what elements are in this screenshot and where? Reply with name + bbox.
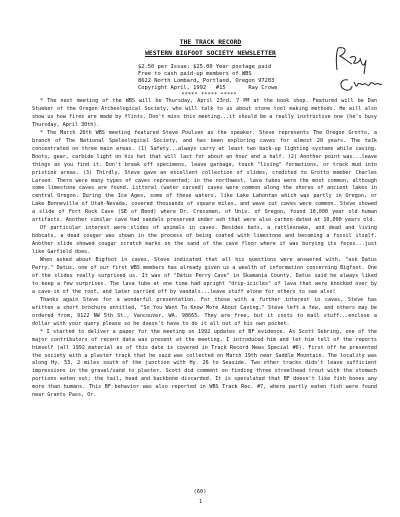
paragraph-datus-perry-cave: When asked about Bigfoot in caves, Steve indicated that all his questions were answered with, "ask Datus Perry." Datus, one of our first WBS members has already given us a wealth of information concerning Bigfoot. One of the slides really surprised us. It was of "Datus Perry Cave" in Skamania County. Datus said he always liked to keep a few surprises. The lava tube at one time had upright "drip-icicles" of lava that were knocked over by a cave-in of the roof, and later carried off by vandals...leave stuff alone for others to see also!: [32, 257, 377, 295]
subscription-stars: ***** ***** *****: [181, 92, 237, 99]
paragraph-meeting-announcement: * The next meeting of the WBS will be Thursday, April 23rd, 7 PM at the book shop. Featured will be Dan Stueber of the Oregon Archeological Society, who will talk to us about stone tool making methods. He will also show us how fires are made by flints. Don't miss this meeting...it should be a really instructive one (he's busy Thursday, April 30th).: [32, 98, 377, 128]
footer-mark: 1: [199, 499, 203, 505]
paragraph-march-meeting: * The March 26th WBS meeting featured Steve Poulsen as the speaker. Steve represents The Oregon Grotto, a branch of The National Speleological Society, and has been exploring caves for almost 20 years. The talk concentrated on three main areas. (1) Safety...always carry at least two back-up lighting systems while caving. Boots, gear, carbide light on his hat that will last for about an hour and a half. (2) Another point was...leave things as you find it. Don't break off specimens, leave garbage, touch "living" formations, or track mud into pristine areas. (3) Thirdly, Steve gave an excellent collection of slides, credited to Grotto member Charles Larsen. There were many types of caves represented; in the northwest, lava tubes were the most common, although some limestone caves are found. Littoral (water carved) caves were common along the shores of ancient lakes in central Oregon. During the Ice Ages, some of these waters, like Lake Lahontan which was partly in Oregon, or Lake Bonneville of Utah-Nevada, covered thousands of square miles, and wave cut caves were common. Steve showed a slide of Fort Rock Cave (SE of Bend) where Dr. Cressman, of Univ. of Oregon, found 10,000 year old human artifacts. Another similar cave had sandals preserved under ash that were also carbon-dated at 10,000 years old.: [32, 129, 377, 224]
newsletter-header: [98, 38, 323, 57]
subscription-line-address: 8622 North Lombard, Portland, Oregon 97203: [138, 78, 275, 85]
paragraph-thanks-steve: Thanks again Steve for a wonderful presentation. For those with a further interest in caves, Steve has written a short brochure entitled, "So You Want To Know More About Caving," Steve left a few, and others may be ordered from, 9122 NW 5th St., Vancouver, WA. 98665. They are free, but it costs to mail stuff...enclose a dollar with your query please so he doesn't have to do it all out of his own pocket.: [32, 296, 377, 327]
newsletter-subtitle: WESTERN BIGFOOT SOCIETY NEWSLETTER: [145, 49, 276, 57]
newsletter-title: THE TRACK RECORD: [179, 38, 242, 46]
subscription-info: [138, 64, 298, 99]
paragraph-1992-updates: * I started to deliver a paper for the meeting on 1992 updates of BF evidence. As Scott Sebring, one of the major contributors of recent data was present at the meeting, I introduced him and let him tell of the reports himself (all 1992 material as of this date is covered in Track Record News Special #6). First off he presented the society with a plaster track that he said was collected on March 19th near Saddle Mountain. The locality was along Hy. 53, 2 miles south of the junction with Hy. 26 to Seaside. Two other tracks didn't leave sufficient impressions in the gravel/sand to plaster. Scott did comment on finding three streelhead trout with the stomach portions eaten out; the tail, head and backbone discarded. It is speculated that BF doesn't like fish bones any more than humans. This BF behavior was also reported in WBS Track Rec. #7, where partly eaten fish were found near Grants Pass, Or.: [32, 328, 377, 399]
newsletter-body: [32, 98, 377, 400]
paragraph-animals-in-caves: Of particular interest were slides of animals in caves. Besides bats, a rattlesnake, and dead and living bobcats, a dead cougar was shown in the process of being coated with limestone and becoming a fossil itself. Another slide showed cougar scratch marks on the sand of the cave floor where it was burying its feces...just like Garfield does.: [32, 225, 377, 256]
handwritten-signature: [330, 40, 390, 100]
page-number: (60): [193, 489, 207, 495]
subscription-line-copyright: Copyright April, 1992 #15 Ray Crowe: [138, 85, 278, 92]
subscription-line-members: Free to cash paid-up members of WBS: [138, 71, 252, 78]
subscription-line-price: $2.50 per Issue; $25.00 Year postage paid: [138, 64, 272, 70]
